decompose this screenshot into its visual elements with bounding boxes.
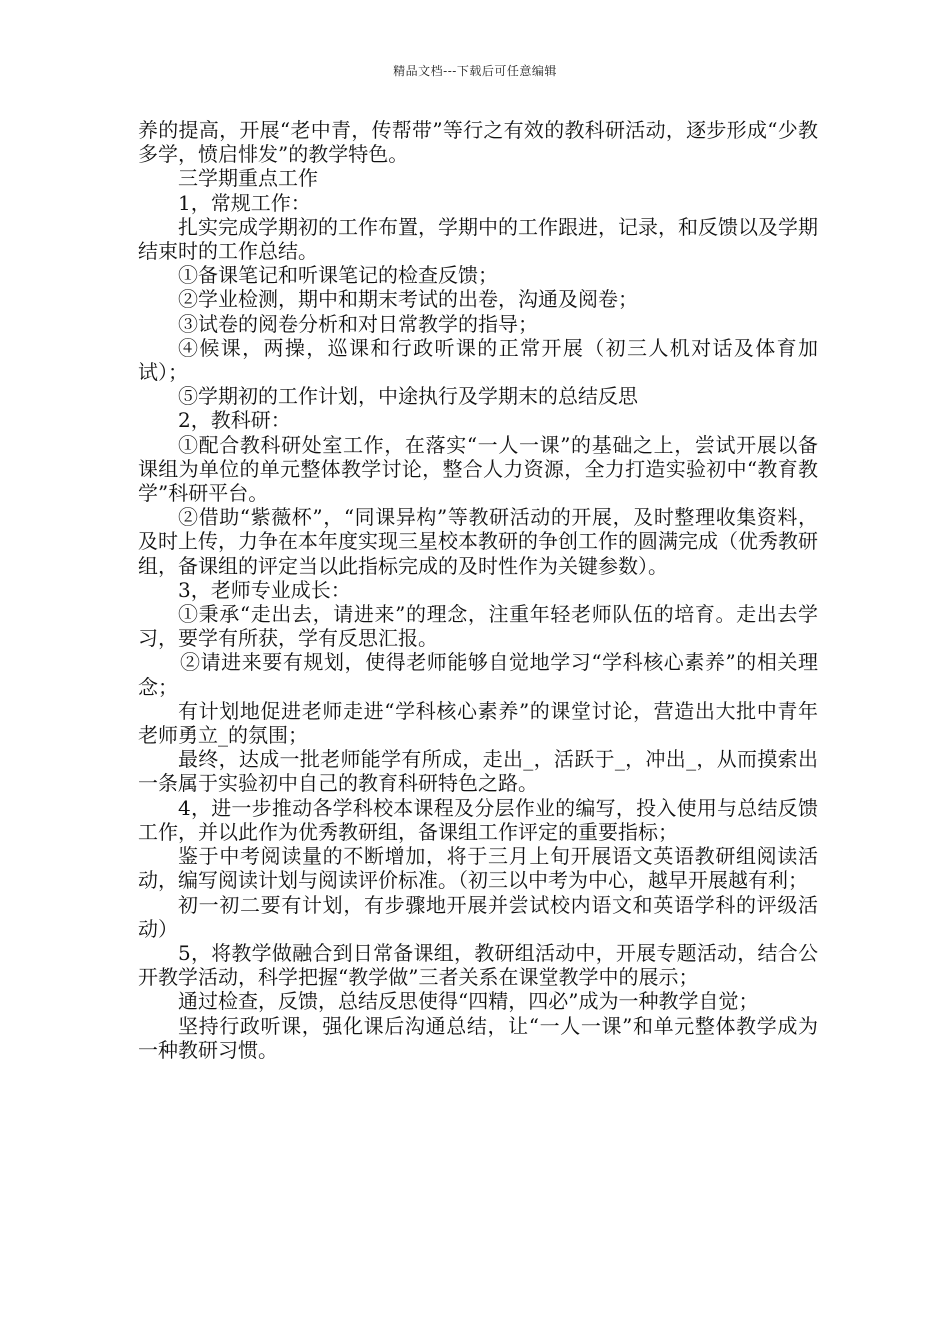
subsection-heading: 1，常规工作： [178,190,311,215]
list-item: ③试卷的阅卷分析和对日常教学的指导； [178,311,538,336]
paragraph: 通过检查，反馈，总结反思使得“四精，四必”成为一种教学自觉； [178,989,759,1014]
paragraph: 坚持行政听课，强化课后沟通总结，让“一人一课”和单元整体教学成为一种教研习惯。 [138,1013,818,1062]
subsection-heading: 3，老师专业成长： [178,577,351,602]
section-heading: 三学期重点工作 [178,166,318,191]
paragraph: 最终，达成一批老师能学有所成，走出_，活跃于_，冲出_，从而摸索出一条属于实验初中自己的教育科研特色之路。 [138,747,818,796]
numbered-paragraph: 4，进一步推动各学科校本课程及分层作业的编写，投入使用与总结反馈工作，并以此作为优秀教研组，备课组工作评定的重要指标； [138,795,818,844]
paragraph: 初一初二要有计划，有步骤地开展并尝试校内语文和英语学科的评级活动） [138,892,818,941]
numbered-paragraph: 5，将教学做融合到日常备课组，教研组活动中，开展专题活动，结合公开教学活动，科学把握“教学做”三者关系在课堂教学中的展示； [138,940,818,990]
list-item: ⑤学期初的工作计划，中途执行及学期末的总结反思 [178,384,638,409]
document-body [138,118,818,1062]
list-item: ②借助“紫薇杯”，“同课异构”等教研活动的开展，及时整理收集资料，及时上传，力争在本年度实现三星校本教研的争创工作的圆满完成（优秀教研组，备课组的评定当以此指标完成的及时性作为关键参数）。 [138,505,818,578]
paragraph: 有计划地促进老师走进“学科核心素养”的课堂讨论，营造出大批中青年老师勇立_的氛围； [138,698,818,748]
paragraph: 扎实完成学期初的工作布置，学期中的工作跟进，记录，和反馈以及学期结束时的工作总结。 [138,214,818,264]
list-item: ①备课笔记和听课笔记的检查反馈； [178,263,498,288]
list-item: ④候课，两操，巡课和行政听课的正常开展（初三人机对话及体育加试）； [138,335,818,385]
paragraph-continuation: 养的提高，开展“老中青，传帮带”等行之有效的教科研活动，逐步形成“少教多学，愤启悱发”的教学特色。 [138,118,818,167]
paragraph: 鉴于中考阅读量的不断增加，将于三月上旬开展语文英语教研组阅读活动，编写阅读计划与阅读评价标准。（初三以中考为中心，越早开展越有利； [138,844,818,893]
list-item: ②学业检测，期中和期末考试的出卷，沟通及阅卷； [178,287,638,312]
list-item: ②请进来要有规划，使得老师能够自觉地学习“学科核心素养”的相关理念； [138,650,818,699]
list-item: ①秉承“走出去，请进来”的理念，注重年轻老师队伍的培育。走出去学习，要学有所获，学有反思汇报。 [138,602,818,651]
list-item: ①配合教科研处室工作，在落实“一人一课”的基础之上，尝试开展以备课组为单位的单元整体教学讨论，整合人力资源，全力打造实验初中“教育教学”科研平台。 [138,432,818,506]
subsection-heading: 2，教科研： [178,408,291,433]
page-header: 精品文档---下载后可任意编辑 [393,64,557,78]
